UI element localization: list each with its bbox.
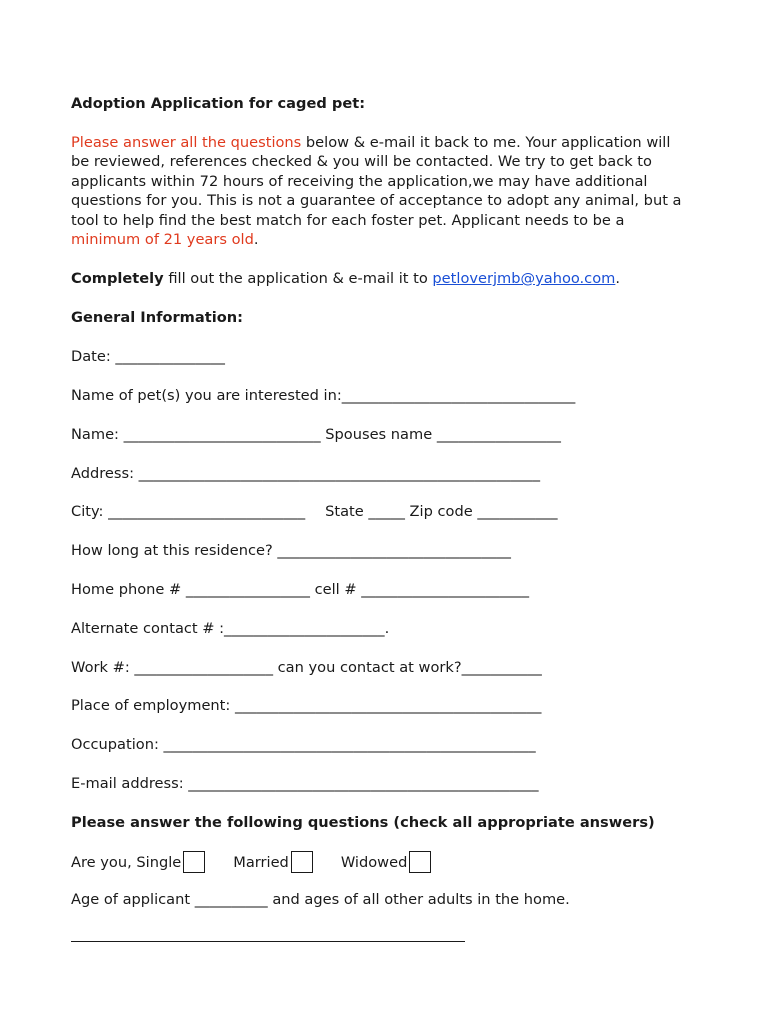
intro-line-3: applicants within 72 hours of receiving the application,we may have additional — [71, 173, 648, 190]
intro-line-6: minimum of 21 years old. — [71, 231, 259, 248]
questions-heading: Please answer the following questions (check all appropriate answers) — [71, 814, 655, 831]
name-field[interactable]: Name: ___________________________ Spouses name _________________ — [71, 426, 561, 443]
age-requirement: minimum of 21 years old — [71, 231, 254, 248]
phone-field[interactable]: Home phone # _________________ cell # _______________________ — [71, 581, 530, 598]
occupation-field[interactable]: Occupation: ___________________________________________________ — [71, 736, 536, 753]
general-heading: General Information: — [71, 309, 243, 326]
date-field[interactable]: Date: _______________ — [71, 348, 225, 365]
widowed-checkbox[interactable] — [409, 851, 431, 873]
state-field[interactable]: State _____ — [325, 503, 405, 520]
address-field[interactable]: Address: _______________________________________________________ — [71, 465, 541, 482]
email-link[interactable]: petloverjmb@yahoo.com — [432, 270, 616, 287]
instructions-line: Completely fill out the application & e-mail it to petloverjmb@yahoo.com. — [71, 270, 620, 287]
residence-field[interactable]: How long at this residence? ________________________________ — [71, 542, 511, 559]
intro-line-4: questions for you. This is not a guarantee of acceptance to adopt any animal, but a — [71, 192, 682, 209]
email-field[interactable]: E-mail address: ________________________________________________ — [71, 775, 539, 792]
married-checkbox[interactable] — [291, 851, 313, 873]
adult-ages-answer-line[interactable] — [71, 941, 465, 942]
intro-line-5: tool to help find the best match for each foster pet. Applicant needs to be a — [71, 212, 625, 229]
marital-status-line: Are you, Single Married Widowed — [71, 851, 431, 873]
city-field[interactable]: City: ___________________________ — [71, 503, 306, 520]
city-state-zip-line — [71, 502, 558, 521]
page-title: Adoption Application for caged pet: — [71, 95, 366, 112]
single-checkbox[interactable] — [183, 851, 205, 873]
zip-field[interactable]: Zip code ___________ — [409, 503, 558, 520]
intro-line-2: be reviewed, references checked & you will be contacted. We try to get back to — [71, 153, 652, 170]
work-field[interactable]: Work #: ___________________ can you contact at work?___________ — [71, 659, 542, 676]
employment-field[interactable]: Place of employment: __________________________________________ — [71, 697, 542, 714]
intro-line-1: Please answer all the questions below & e-mail it back to me. Your application will — [71, 134, 671, 151]
age-field[interactable]: Age of applicant __________ and ages of all other adults in the home. — [71, 891, 570, 908]
alternate-contact-field[interactable]: Alternate contact # :______________________. — [71, 620, 390, 637]
intro-highlight: Please answer all the questions — [71, 134, 302, 151]
pet-names-field[interactable]: Name of pet(s) you are interested in:________________________________ — [71, 387, 576, 404]
